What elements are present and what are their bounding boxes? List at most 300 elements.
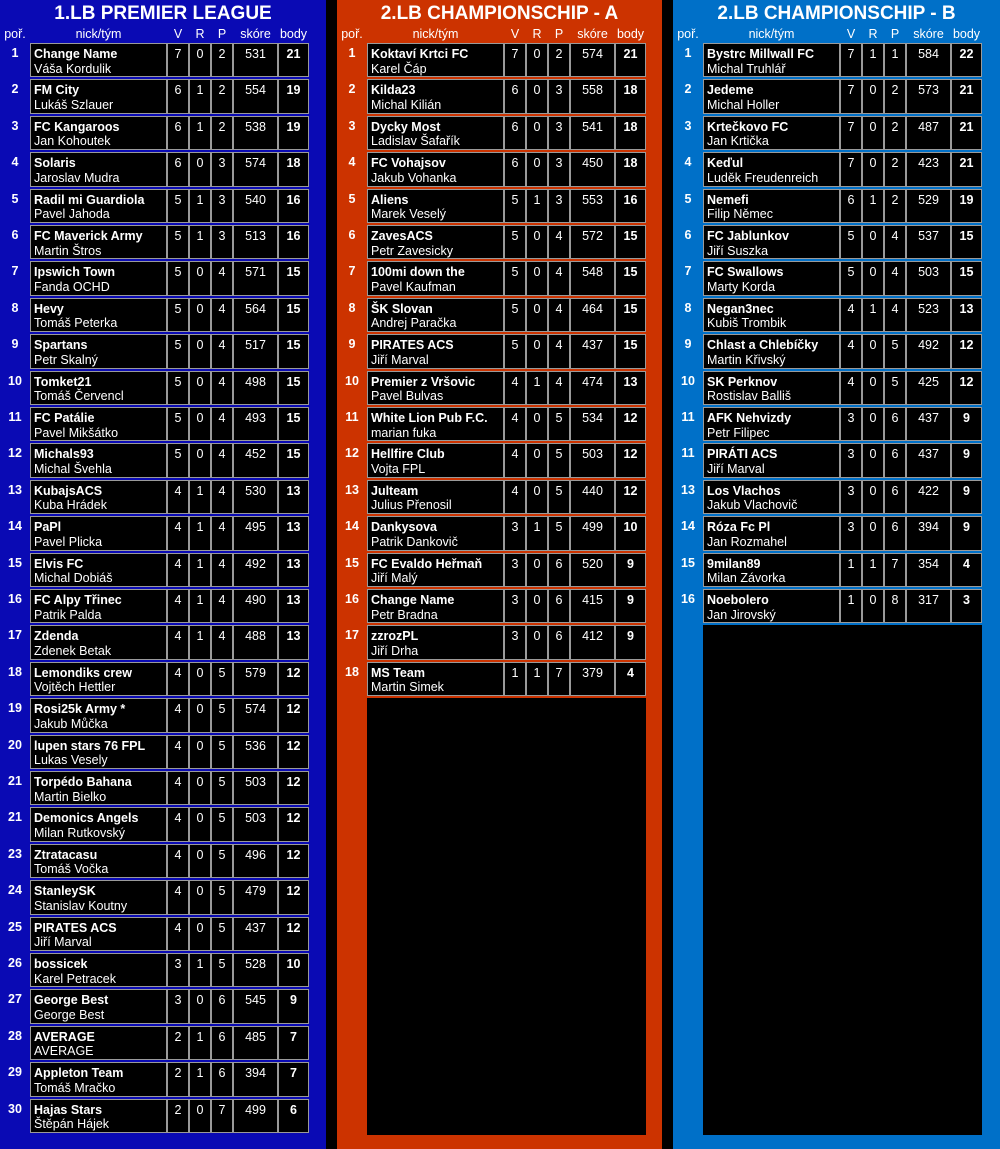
header-r: R bbox=[868, 27, 878, 41]
team-cell bbox=[703, 43, 840, 77]
score-cell: 493 bbox=[233, 407, 278, 441]
draws-cell: 1 bbox=[862, 553, 884, 587]
score-cell: 529 bbox=[906, 189, 951, 223]
manager-name: Pavel Kaufman bbox=[371, 279, 456, 294]
draws-cell: 0 bbox=[526, 261, 548, 295]
wins-cell: 5 bbox=[840, 261, 862, 295]
score-cell: 503 bbox=[233, 807, 278, 841]
score-cell: 564 bbox=[233, 298, 278, 332]
losses-cell: 6 bbox=[211, 1026, 233, 1060]
table-row bbox=[0, 734, 310, 770]
team-name: George Best bbox=[34, 993, 109, 1008]
draws-cell: 1 bbox=[189, 589, 211, 623]
manager-name: Jiří Drha bbox=[371, 643, 419, 658]
team-name: StanleySK bbox=[34, 884, 96, 899]
score-cell: 492 bbox=[906, 334, 951, 368]
wins-cell: 6 bbox=[167, 152, 189, 186]
wins-cell: 4 bbox=[167, 480, 189, 514]
team-cell bbox=[367, 334, 504, 368]
losses-cell: 3 bbox=[548, 116, 570, 150]
team-cell bbox=[367, 516, 504, 550]
rank-cell: 3 bbox=[684, 118, 692, 133]
rank-cell: 9 bbox=[684, 337, 692, 352]
team-name: FC Alpy Třinec bbox=[34, 593, 122, 607]
manager-name: Jakub Vlachovič bbox=[707, 498, 798, 513]
rank-cell: 25 bbox=[8, 919, 22, 934]
table-row bbox=[337, 78, 647, 114]
points-cell: 21 bbox=[278, 43, 309, 77]
draws-cell: 0 bbox=[526, 152, 548, 186]
manager-name: Martin Křivský bbox=[707, 352, 786, 367]
team-cell bbox=[30, 516, 167, 550]
manager-name: Milan Závorka bbox=[707, 571, 786, 586]
draws-cell: 0 bbox=[862, 152, 884, 186]
table-row bbox=[0, 515, 310, 551]
rank-cell: 7 bbox=[348, 264, 356, 279]
team-cell bbox=[30, 480, 167, 514]
points-cell: 19 bbox=[951, 189, 982, 223]
manager-name: Michal Holler bbox=[707, 97, 780, 112]
team-cell bbox=[367, 589, 504, 623]
manager-name: Jan Jirovský bbox=[707, 607, 776, 622]
team-cell bbox=[30, 225, 167, 259]
team-cell bbox=[703, 261, 840, 295]
team-cell bbox=[30, 625, 167, 659]
wins-cell: 4 bbox=[840, 371, 862, 405]
team-cell bbox=[703, 298, 840, 332]
draws-cell: 1 bbox=[862, 298, 884, 332]
rank-cell: 20 bbox=[8, 737, 22, 752]
score-cell: 584 bbox=[906, 43, 951, 77]
team-cell bbox=[30, 880, 167, 914]
wins-cell: 3 bbox=[504, 516, 526, 550]
losses-cell: 6 bbox=[884, 516, 906, 550]
manager-name: Petr Filipec bbox=[707, 425, 770, 440]
wins-cell: 3 bbox=[840, 443, 862, 477]
table-row bbox=[0, 843, 310, 879]
table-row bbox=[0, 78, 310, 114]
table-row bbox=[0, 333, 310, 369]
draws-cell: 0 bbox=[526, 43, 548, 77]
manager-name: Patrik Dankovič bbox=[371, 534, 458, 549]
team-name: Dankysova bbox=[371, 520, 438, 535]
losses-cell: 6 bbox=[884, 407, 906, 441]
draws-cell: 0 bbox=[526, 79, 548, 113]
team-name: Hajas Stars bbox=[34, 1102, 103, 1117]
team-name: Hellfire Club bbox=[371, 447, 445, 462]
losses-cell: 4 bbox=[211, 589, 233, 623]
losses-cell: 3 bbox=[211, 189, 233, 223]
rank-cell: 2 bbox=[348, 82, 356, 97]
table-row bbox=[673, 224, 983, 260]
losses-cell: 3 bbox=[211, 152, 233, 186]
table-row bbox=[0, 1061, 310, 1097]
team-name: Tomket21 bbox=[34, 374, 92, 389]
team-name: Hevy bbox=[34, 301, 64, 316]
team-cell bbox=[703, 152, 840, 186]
losses-cell: 6 bbox=[884, 443, 906, 477]
score-cell: 503 bbox=[233, 771, 278, 805]
manager-name: Michal Kilián bbox=[371, 97, 442, 112]
score-cell: 394 bbox=[233, 1062, 278, 1096]
points-cell: 15 bbox=[278, 261, 309, 295]
draws-cell: 0 bbox=[189, 407, 211, 441]
wins-cell: 5 bbox=[167, 371, 189, 405]
team-name: Premier z Vršovic bbox=[371, 374, 476, 389]
wins-cell: 4 bbox=[167, 771, 189, 805]
score-cell: 485 bbox=[233, 1026, 278, 1060]
score-cell: 523 bbox=[906, 298, 951, 332]
losses-cell: 5 bbox=[548, 443, 570, 477]
table-row bbox=[337, 588, 647, 624]
team-cell bbox=[30, 553, 167, 587]
team-cell bbox=[30, 298, 167, 332]
team-name: Michals93 bbox=[34, 447, 94, 462]
score-cell: 579 bbox=[233, 662, 278, 696]
wins-cell: 7 bbox=[167, 43, 189, 77]
team-name: Elvis FC bbox=[34, 556, 84, 571]
points-cell: 15 bbox=[951, 261, 982, 295]
team-name: FC Vohajsov bbox=[371, 156, 446, 171]
score-cell: 573 bbox=[906, 79, 951, 113]
wins-cell: 5 bbox=[167, 443, 189, 477]
points-cell: 9 bbox=[951, 516, 982, 550]
table-row bbox=[0, 479, 310, 515]
manager-name: Jiří Marval bbox=[34, 935, 92, 950]
wins-cell: 5 bbox=[504, 189, 526, 223]
team-cell bbox=[30, 989, 167, 1023]
rank-cell: 11 bbox=[681, 410, 695, 424]
wins-cell: 6 bbox=[167, 116, 189, 150]
team-name: Los Vlachos bbox=[707, 483, 781, 498]
team-cell bbox=[30, 698, 167, 732]
manager-name: Pavel Mikšátko bbox=[34, 425, 119, 440]
points-cell: 12 bbox=[278, 844, 309, 878]
rank-cell: 15 bbox=[681, 555, 695, 570]
points-cell: 22 bbox=[951, 43, 982, 77]
manager-name: Rostislav Balliš bbox=[707, 389, 792, 404]
wins-cell: 4 bbox=[504, 480, 526, 514]
wins-cell: 3 bbox=[167, 989, 189, 1023]
wins-cell: 4 bbox=[167, 662, 189, 696]
draws-cell: 0 bbox=[189, 698, 211, 732]
team-cell bbox=[703, 589, 840, 623]
losses-cell: 4 bbox=[211, 261, 233, 295]
team-name: Solaris bbox=[34, 156, 76, 171]
team-name: PIRATES ACS bbox=[34, 920, 117, 935]
wins-cell: 4 bbox=[167, 625, 189, 659]
losses-cell: 7 bbox=[884, 553, 906, 587]
rank-cell: 1 bbox=[684, 46, 692, 60]
team-cell bbox=[367, 43, 504, 77]
wins-cell: 6 bbox=[504, 79, 526, 113]
points-cell: 18 bbox=[615, 116, 646, 150]
points-cell: 13 bbox=[278, 516, 309, 550]
table-row bbox=[0, 770, 310, 806]
losses-cell: 7 bbox=[211, 1099, 233, 1133]
rank-cell: 15 bbox=[345, 555, 359, 570]
losses-cell: 5 bbox=[211, 844, 233, 878]
draws-cell: 0 bbox=[526, 116, 548, 150]
team-name: Róza Fc Pl bbox=[707, 520, 771, 535]
rank-cell: 3 bbox=[11, 118, 19, 133]
rank-cell: 30 bbox=[8, 1101, 22, 1116]
score-cell: 437 bbox=[233, 917, 278, 951]
team-cell bbox=[30, 407, 167, 441]
manager-name: Kuba Hrádek bbox=[34, 498, 107, 513]
draws-cell: 0 bbox=[526, 480, 548, 514]
points-cell: 13 bbox=[278, 553, 309, 587]
team-cell bbox=[367, 225, 504, 259]
standings-table bbox=[0, 42, 310, 1135]
losses-cell: 4 bbox=[548, 225, 570, 259]
team-name: Radil mi Guardiola bbox=[34, 192, 145, 207]
table-row bbox=[337, 406, 647, 442]
score-cell: 422 bbox=[906, 480, 951, 514]
rank-cell: 8 bbox=[684, 300, 692, 315]
team-name: bossicek bbox=[34, 957, 88, 971]
team-name: AVERAGE bbox=[34, 1029, 95, 1044]
header-v: V bbox=[173, 27, 183, 41]
score-cell: 503 bbox=[570, 443, 615, 477]
wins-cell: 3 bbox=[504, 589, 526, 623]
points-cell: 9 bbox=[951, 480, 982, 514]
rank-cell: 11 bbox=[681, 446, 695, 461]
draws-cell: 0 bbox=[189, 261, 211, 295]
points-cell: 4 bbox=[615, 662, 646, 696]
wins-cell: 4 bbox=[167, 880, 189, 914]
wins-cell: 4 bbox=[167, 553, 189, 587]
manager-name: Jiří Suszka bbox=[707, 243, 769, 258]
losses-cell: 6 bbox=[548, 625, 570, 659]
manager-name: Jan Krtička bbox=[707, 134, 769, 149]
column-headers bbox=[0, 27, 310, 41]
manager-name: Tomáš Mračko bbox=[34, 1080, 116, 1095]
manager-name: Kubiš Trombik bbox=[707, 316, 787, 331]
manager-name: Jiří Marval bbox=[707, 461, 765, 476]
losses-cell: 2 bbox=[211, 116, 233, 150]
team-name: Lemondiks crew bbox=[34, 665, 132, 680]
score-cell: 415 bbox=[570, 589, 615, 623]
score-cell: 499 bbox=[233, 1099, 278, 1133]
score-cell: 437 bbox=[570, 334, 615, 368]
table-row bbox=[0, 624, 310, 660]
draws-cell: 1 bbox=[189, 189, 211, 223]
manager-name: Pavel Bulvas bbox=[371, 389, 444, 404]
losses-cell: 5 bbox=[884, 334, 906, 368]
league-title: 2.LB CHAMPIONSCHIP - B bbox=[717, 3, 956, 24]
rank-cell: 2 bbox=[684, 82, 692, 97]
wins-cell: 5 bbox=[504, 298, 526, 332]
score-cell: 487 bbox=[906, 116, 951, 150]
draws-cell: 0 bbox=[862, 589, 884, 623]
rank-cell: 27 bbox=[8, 992, 22, 1007]
manager-name: marian fuka bbox=[371, 425, 437, 440]
losses-cell: 4 bbox=[548, 298, 570, 332]
table-row bbox=[0, 588, 310, 624]
draws-cell: 0 bbox=[189, 807, 211, 841]
team-cell bbox=[30, 152, 167, 186]
team-cell bbox=[30, 662, 167, 696]
team-name: KubajsACS bbox=[34, 483, 103, 498]
wins-cell: 4 bbox=[840, 298, 862, 332]
team-name: Spartans bbox=[34, 338, 88, 353]
wins-cell: 1 bbox=[840, 589, 862, 623]
team-cell bbox=[30, 953, 167, 987]
points-cell: 12 bbox=[278, 771, 309, 805]
header-team: nick/tým bbox=[412, 27, 459, 41]
table-row bbox=[0, 151, 310, 187]
wins-cell: 3 bbox=[840, 407, 862, 441]
points-cell: 16 bbox=[278, 225, 309, 259]
score-cell: 554 bbox=[233, 79, 278, 113]
team-name: Bystrc Millwall FC bbox=[707, 47, 814, 61]
header-score: skóre bbox=[240, 27, 271, 41]
losses-cell: 5 bbox=[211, 953, 233, 987]
score-cell: 464 bbox=[570, 298, 615, 332]
team-cell bbox=[703, 79, 840, 113]
team-name: Nemefi bbox=[707, 192, 749, 207]
team-cell bbox=[703, 371, 840, 405]
losses-cell: 4 bbox=[884, 261, 906, 295]
table-row bbox=[673, 515, 983, 551]
team-cell bbox=[30, 844, 167, 878]
score-cell: 517 bbox=[233, 334, 278, 368]
points-cell: 15 bbox=[278, 407, 309, 441]
manager-name: Marek Veselý bbox=[371, 207, 447, 222]
score-cell: 437 bbox=[906, 443, 951, 477]
rank-cell: 16 bbox=[8, 592, 22, 606]
rank-cell: 18 bbox=[8, 664, 22, 679]
score-cell: 571 bbox=[233, 261, 278, 295]
table-row bbox=[0, 406, 310, 442]
header-team: nick/tým bbox=[75, 27, 122, 41]
points-cell: 15 bbox=[278, 443, 309, 477]
rank-cell: 29 bbox=[8, 1065, 22, 1080]
team-name: FC Maverick Army bbox=[34, 229, 143, 243]
manager-name: Jiří Malý bbox=[371, 571, 418, 586]
score-cell: 450 bbox=[570, 152, 615, 186]
draws-cell: 1 bbox=[526, 662, 548, 696]
draws-cell: 0 bbox=[862, 79, 884, 113]
points-cell: 13 bbox=[951, 298, 982, 332]
team-name: 100mi down the bbox=[371, 265, 465, 280]
wins-cell: 5 bbox=[504, 334, 526, 368]
draws-cell: 1 bbox=[189, 625, 211, 659]
rank-cell: 14 bbox=[345, 519, 359, 534]
score-cell: 513 bbox=[233, 225, 278, 259]
points-cell: 21 bbox=[951, 152, 982, 186]
points-cell: 15 bbox=[951, 225, 982, 259]
wins-cell: 4 bbox=[167, 807, 189, 841]
team-cell bbox=[703, 553, 840, 587]
score-cell: 540 bbox=[233, 189, 278, 223]
table-row bbox=[0, 697, 310, 733]
team-name: Dycky Most bbox=[371, 119, 441, 134]
losses-cell: 6 bbox=[211, 989, 233, 1023]
rank-cell: 5 bbox=[11, 191, 19, 206]
wins-cell: 2 bbox=[167, 1099, 189, 1133]
manager-name: Jaroslav Mudra bbox=[34, 170, 120, 185]
draws-cell: 1 bbox=[526, 189, 548, 223]
header-pos: poř. bbox=[677, 27, 699, 41]
wins-cell: 4 bbox=[504, 371, 526, 405]
rank-cell: 21 bbox=[8, 774, 22, 788]
table-row bbox=[0, 1025, 310, 1061]
losses-cell: 4 bbox=[211, 553, 233, 587]
draws-cell: 0 bbox=[526, 298, 548, 332]
draws-cell: 1 bbox=[189, 1062, 211, 1096]
team-cell bbox=[30, 116, 167, 150]
team-name: Kilda23 bbox=[371, 83, 416, 98]
points-cell: 21 bbox=[615, 43, 646, 77]
points-cell: 9 bbox=[615, 553, 646, 587]
league-title: 1.LB PREMIER LEAGUE bbox=[54, 3, 272, 24]
wins-cell: 3 bbox=[167, 953, 189, 987]
wins-cell: 4 bbox=[167, 735, 189, 769]
manager-name: Lukas Vesely bbox=[34, 753, 108, 768]
rank-cell: 11 bbox=[345, 410, 359, 424]
header-v: V bbox=[510, 27, 520, 41]
points-cell: 6 bbox=[278, 1099, 309, 1133]
manager-name: Zdenek Betak bbox=[34, 643, 112, 658]
draws-cell: 0 bbox=[862, 407, 884, 441]
score-cell: 537 bbox=[906, 225, 951, 259]
points-cell: 15 bbox=[615, 225, 646, 259]
rank-cell: 26 bbox=[8, 956, 22, 970]
points-cell: 12 bbox=[615, 407, 646, 441]
points-cell: 12 bbox=[278, 807, 309, 841]
empty-table-area bbox=[703, 625, 982, 1135]
score-cell: 503 bbox=[906, 261, 951, 295]
draws-cell: 1 bbox=[526, 371, 548, 405]
draws-cell: 0 bbox=[189, 771, 211, 805]
team-cell bbox=[703, 189, 840, 223]
points-cell: 21 bbox=[951, 116, 982, 150]
draws-cell: 0 bbox=[189, 43, 211, 77]
draws-cell: 0 bbox=[189, 1099, 211, 1133]
points-cell: 12 bbox=[278, 735, 309, 769]
table-row bbox=[337, 297, 647, 333]
draws-cell: 1 bbox=[189, 516, 211, 550]
team-cell bbox=[367, 371, 504, 405]
team-cell bbox=[367, 152, 504, 186]
score-cell: 541 bbox=[570, 116, 615, 150]
table-row bbox=[0, 297, 310, 333]
points-cell: 12 bbox=[278, 662, 309, 696]
team-name: lupen stars 76 FPL bbox=[34, 738, 146, 753]
team-cell bbox=[367, 443, 504, 477]
draws-cell: 0 bbox=[862, 480, 884, 514]
team-name: PIRATES ACS bbox=[371, 338, 454, 353]
rank-cell: 28 bbox=[8, 1028, 22, 1043]
table-row bbox=[337, 552, 647, 588]
team-cell bbox=[30, 735, 167, 769]
table-row bbox=[0, 370, 310, 406]
draws-cell: 0 bbox=[526, 589, 548, 623]
losses-cell: 2 bbox=[211, 79, 233, 113]
rank-cell: 8 bbox=[11, 300, 19, 315]
losses-cell: 2 bbox=[211, 43, 233, 77]
table-row bbox=[0, 916, 310, 952]
manager-name: Patrik Palda bbox=[34, 607, 102, 622]
team-cell bbox=[703, 516, 840, 550]
draws-cell: 0 bbox=[189, 152, 211, 186]
manager-name: Martin Štros bbox=[34, 243, 102, 258]
points-cell: 13 bbox=[278, 480, 309, 514]
team-name: SK Perknov bbox=[707, 374, 778, 389]
losses-cell: 6 bbox=[548, 553, 570, 587]
